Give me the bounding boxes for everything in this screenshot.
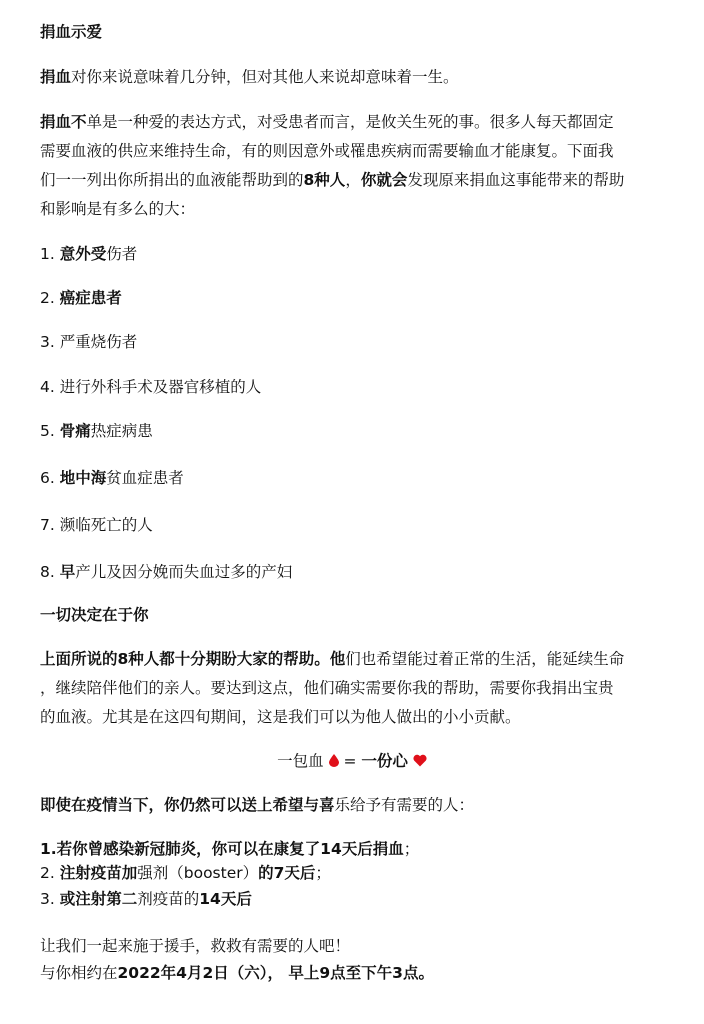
list-item: 7. 濒临死亡的人 (40, 516, 153, 534)
para1-line1: 捐血不单是一种爱的表达方式，对受患者而言，是攸关生死的事。很多人每天都固定 (40, 113, 614, 131)
date-line: 与你相约在2022年4月2日（六）， 早上9点至下午3点。 (40, 964, 434, 982)
list-item: 5. 骨痛热症病患 (40, 422, 153, 440)
list-item: 8. 早产儿及因分娩而失血过多的产妇 (40, 563, 293, 581)
list-item: 1. 意外受伤者 (40, 245, 138, 263)
para1-line2: 需要血液的供应来维持生命，有的则因意外或罹患疾病而需要输血才能康复。下面我 (40, 142, 614, 160)
list-item: 6. 地中海贫血症患者 (40, 469, 184, 487)
page-title: 捐血示爱 (40, 23, 103, 41)
section-heading: 一切决定在于你 (40, 606, 149, 624)
condition-item: 3. 或注射第二剂疫苗的14天后 (40, 890, 252, 908)
para2-line1: 上面所说的8种人都十分期盼大家的帮助。他们也希望能过着正常的生活，能延续生命 (40, 650, 625, 668)
blood-drop-icon (329, 751, 339, 764)
intro-line: 捐血对你来说意味着几分钟，但对其他人来说却意味着一生。 (40, 68, 459, 86)
heart-icon (413, 751, 427, 764)
para1-line3: 们一一列出你所捐出的血液能帮助到的8种人，你就会发现原来捐血这事能带来的帮助 (40, 171, 625, 189)
list-item: 3. 严重烧伤者 (40, 333, 138, 351)
para3: 即使在疫情当下，你仍然可以送上希望与喜乐给予有需要的人： (40, 796, 475, 814)
para1-line4: 和影响是有多么的大： (40, 200, 196, 218)
condition-item: 1.若你曾感染新冠肺炎，你可以在康复了14天后捐血； (40, 840, 420, 858)
list-item: 4. 进行外科手术及器官移植的人 (40, 378, 262, 396)
condition-item: 2. 注射疫苗加强剂（booster）的7天后； (40, 864, 331, 882)
list-item: 2. 癌症患者 (40, 289, 122, 307)
slogan: 一包血 = 一份心 (0, 750, 704, 772)
para2-line2: ，继续陪伴他们的亲人。要达到这点，他们确实需要你我的帮助，需要你我捐出宝贵 (40, 679, 614, 697)
para2-line3: 的血液。尤其是在这四旬期间，这是我们可以为他人做出的小小贡献。 (40, 708, 521, 726)
closing-line: 让我们一起来施于援手，救救有需要的人吧！ (40, 937, 351, 955)
